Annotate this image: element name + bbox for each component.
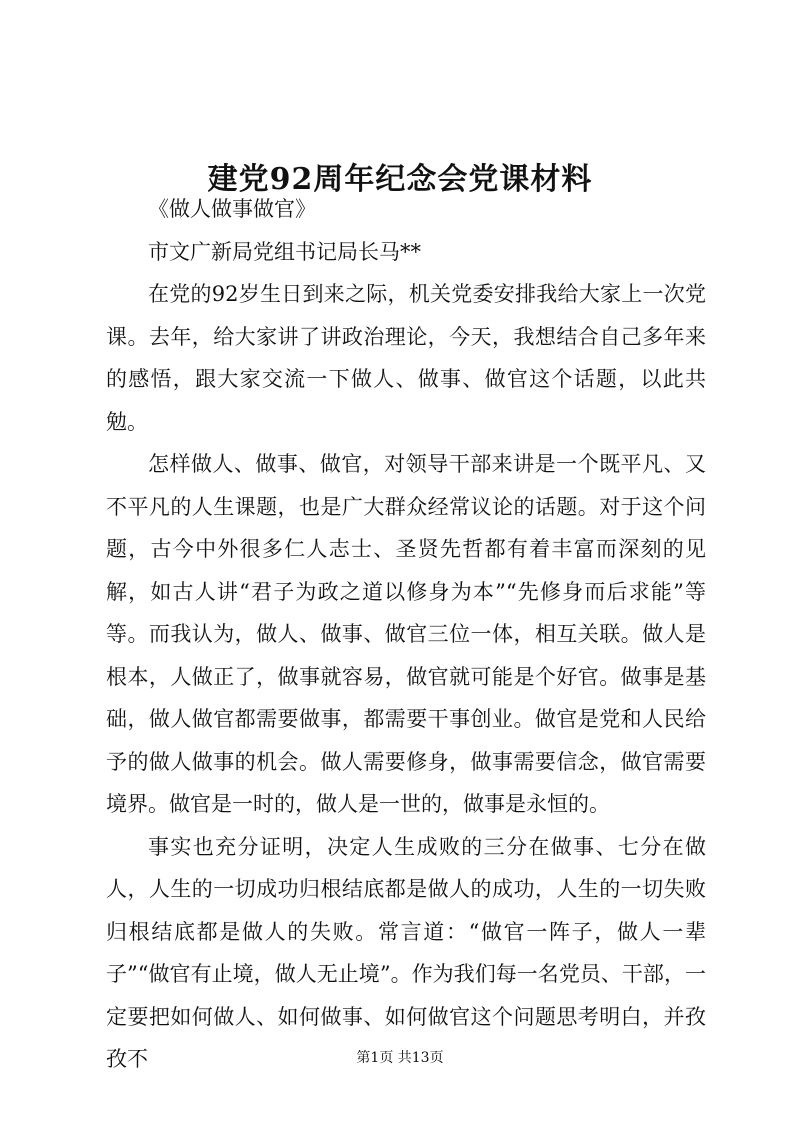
body-paragraph: 在党的92岁生日到来之际，机关党委安排我给大家上一次党课。去年，给大家讲了讲政治理论，今天，我想结合自己多年来的感悟，跟大家交流一下做人、做事、做官这个话题，以此共勉。: [106, 282, 706, 434]
page-footer: 第1页 共13页: [356, 1050, 444, 1066]
subtitle-paragraph: 《做人做事做官》: [148, 197, 316, 221]
body-paragraph: 怎样做人、做事、做官，对领导干部来讲是一个既平凡、又不平凡的人生课题，也是广大群众经常议论的话题。对于这个问题，古今中外很多仁人志士、圣贤先哲都有着丰富而深刻的见解，如古人讲“君子为政之道以修身为本”“先修身而后求能”等等。而我认为，做人、做事、做官三位一体，相互关联。做人是根本，人做正了，做事就容易，做官就可能是个好官。做事是基础，做人做官都需要做事，都需要干事创业。做官是党和人民给予的做人做事的机会。做人需要修身，做事需要信念，做官需要境界。做官是一时的，做人是一世的，做事是永恒的。: [106, 452, 706, 816]
author-paragraph: 市文广新局党组书记局长马**: [148, 239, 421, 264]
document-title: 建党92周年纪念会党课材料: [207, 162, 593, 198]
body-paragraph: 事实也充分证明，决定人生成败的三分在做事、七分在做人，人生的一切成功归根结底都是做人的成功，人生的一切失败归根结底都是做人的失败。常言道：“做官一阵子，做人一辈子”“做官有止境，做人无止境”。作为我们每一名党员、干部，一定要把如何做人、如何做事、如何做官这个问题思考明白，并孜孜不: [106, 834, 706, 1071]
document-body: [106, 188, 706, 1081]
